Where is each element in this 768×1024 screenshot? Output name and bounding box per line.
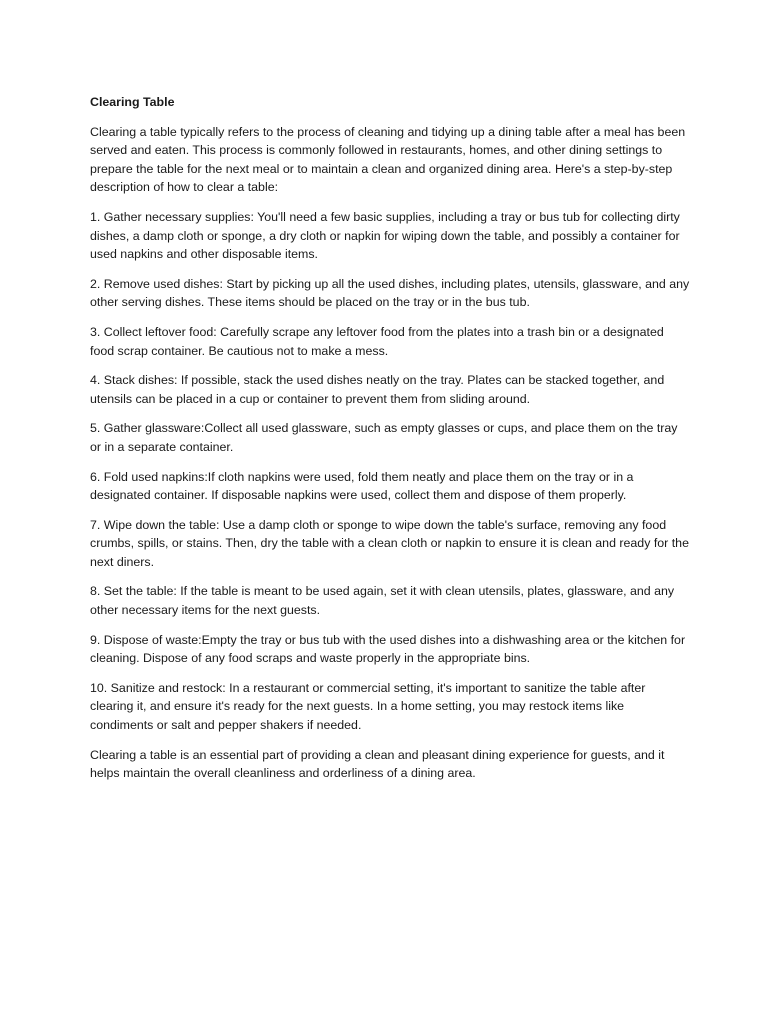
step-1: 1. Gather necessary supplies: You'll need a few basic supplies, including a tray or bus tub for collecting dirty dishes, a damp cloth or sponge, a dry cloth or napkin for wiping down the table, and possibly a container for used napkins and other disposable items. bbox=[90, 209, 680, 262]
step-10: 10. Sanitize and restock: In a restaurant or commercial setting, it's important to sanitize the table after clearing it, and ensure it's ready for the next guests. In a home setting, you may restock items like condiments or salt and pepper shakers if needed. bbox=[90, 680, 646, 733]
document-page bbox=[90, 93, 690, 794]
step-7: 7. Wipe down the table: Use a damp cloth or sponge to wipe down the table's surface, removing any food crumbs, spills, or stains. Then, dry the table with a clean cloth or napkin to ensure it is clean and ready for the next diners. bbox=[90, 517, 689, 569]
intro-paragraph: Clearing a table typically refers to the process of cleaning and tidying up a dining table after a meal has been served and eaten. This process is commonly followed in restaurants, homes, and other dining settings to prepare the table for the next meal or to maintain a clean and organized dining area. Here's a step-by-step description of how to clear a table: bbox=[90, 124, 686, 195]
step-5: 5. Gather glassware:Collect all used glassware, such as empty glasses or cups, and place them on the tray or in a separate container. bbox=[90, 421, 678, 454]
step-9: 9. Dispose of waste:Empty the tray or bus tub with the used dishes into a dishwashing area or the kitchen for cleaning. Dispose of any food scraps and waste properly in the appropriate bins. bbox=[90, 632, 686, 666]
step-2: 2. Remove used dishes: Start by picking up all the used dishes, including plates, utensils, glassware, and any other serving dishes. These items should be placed on the tray or in the bus tub. bbox=[90, 276, 690, 310]
conclusion-paragraph: Clearing a table is an essential part of providing a clean and pleasant dining experience for guests, and it helps maintain the overall cleanliness and orderliness of a dining area. bbox=[90, 747, 665, 781]
step-4: 4. Stack dishes: If possible, stack the used dishes neatly on the tray. Plates can be stacked together, and utensils can be placed in a cup or container to prevent them from sliding around. bbox=[90, 373, 665, 406]
document-title: Clearing Table bbox=[90, 95, 175, 109]
step-3: 3. Collect leftover food: Carefully scrape any leftover food from the plates into a trash bin or a designated food scrap container. Be cautious not to make a mess. bbox=[90, 324, 664, 358]
step-6: 6. Fold used napkins:If cloth napkins were used, fold them neatly and place them on the tray or in a designated container. If disposable napkins were used, collect them and dispose of them properly. bbox=[90, 469, 634, 503]
step-8: 8. Set the table: If the table is meant to be used again, set it with clean utensils, plates, glassware, and any other necessary items for the next guests. bbox=[90, 584, 675, 618]
